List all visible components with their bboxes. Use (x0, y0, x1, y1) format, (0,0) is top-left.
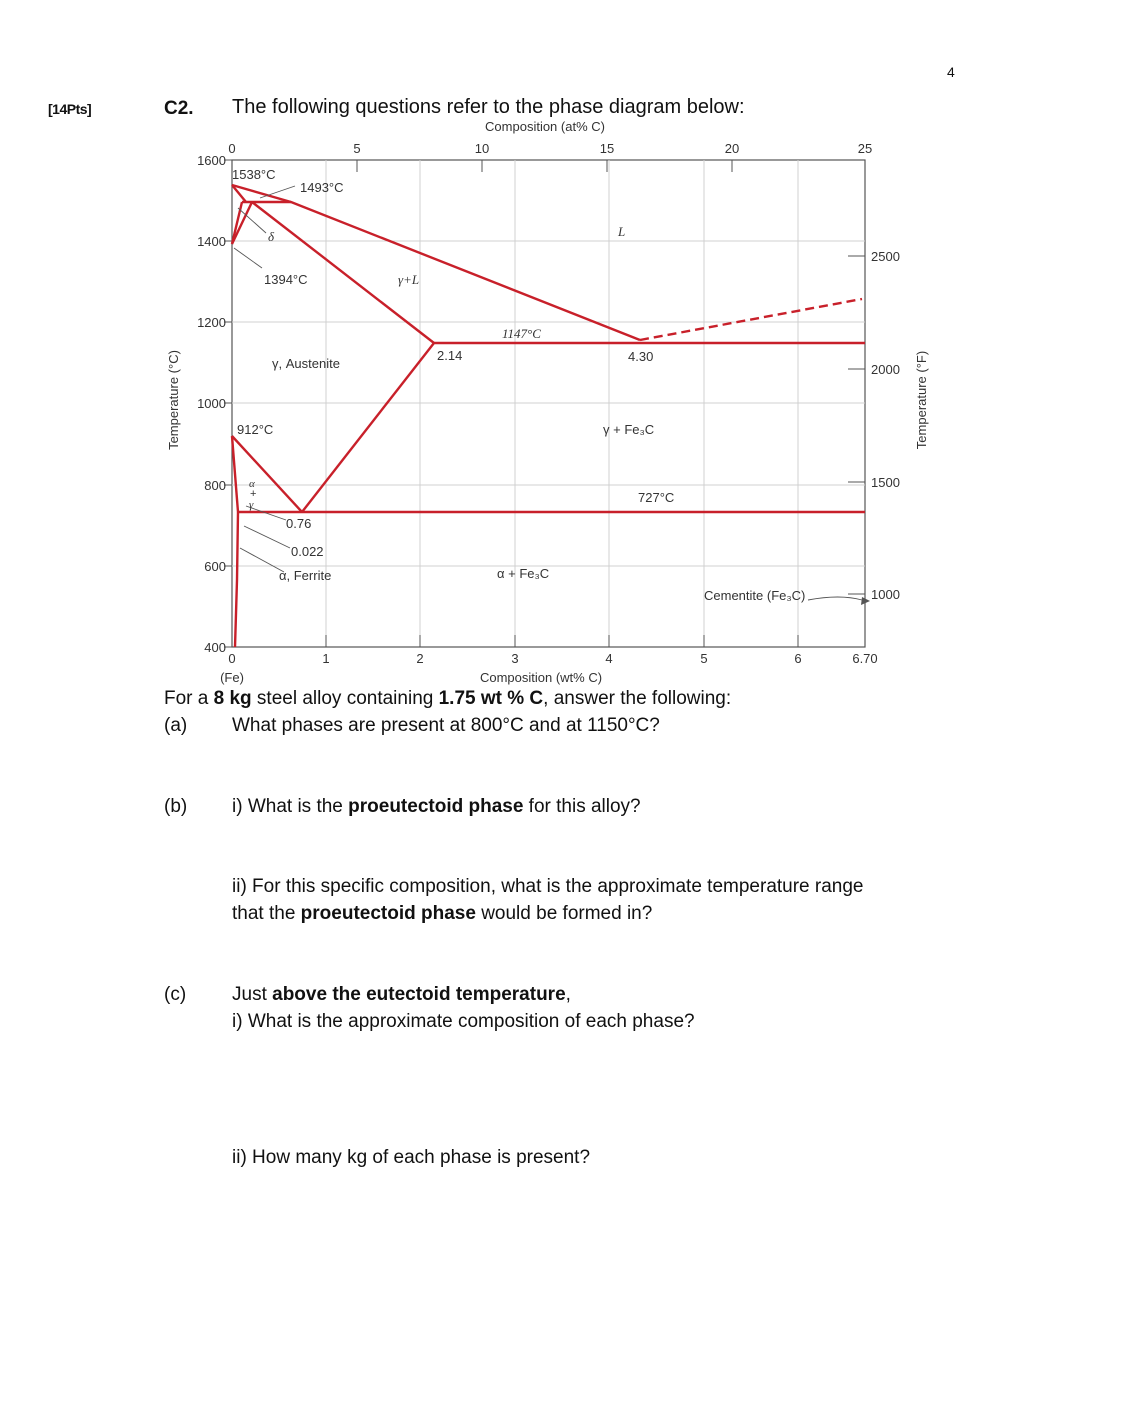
left-tick-label: 1200 (197, 315, 226, 330)
label-plus-small: + (250, 488, 257, 500)
part-c-intro: Just above the eutectoid temperature, (232, 984, 571, 1005)
right-tick-label: 2000 (871, 362, 900, 377)
left-tick-label: 1600 (197, 153, 226, 168)
top-ticks (357, 160, 732, 172)
part-a-label: (a) (164, 715, 188, 736)
bottom-tick-label: 4 (605, 651, 613, 666)
cementite-liquidus (640, 299, 862, 340)
top-axis-title: Composition (at% C) (485, 119, 605, 134)
label-austenite: γ, Austenite (272, 356, 340, 371)
left-tick-label: 1000 (197, 396, 226, 411)
label-4-30: 4.30 (628, 349, 654, 364)
label-delta: δ (268, 229, 275, 244)
label-liquid: L (618, 224, 626, 239)
bottom-axis-title: Composition (wt% C) (479, 670, 603, 685)
label-0-76: 0.76 (286, 516, 312, 531)
part-b-ii-line2: that the proeutectoid phase would be formed in? (232, 903, 653, 924)
top-tick-label: 15 (599, 141, 615, 156)
bottom-tick-label: 0 (228, 651, 236, 666)
part-a-question: What phases are present at 800°C and at 1150°C? (232, 715, 660, 736)
label-1394: 1394°C (264, 272, 308, 287)
bottom-tick-label: 6.70 (852, 651, 878, 666)
alloy-statement: For a 8 kg steel alloy containing 1.75 wt % C, answer the following: (164, 688, 732, 709)
bottom-tick-label: 2 (416, 651, 424, 666)
right-ticks (848, 256, 865, 594)
alpha-gamma-line (232, 436, 238, 512)
left-tick-labels (197, 153, 226, 655)
part-b-i-question: i) What is the proeutectoid phase for this alloy? (232, 796, 641, 817)
bottom-tick-label: 5 (700, 651, 708, 666)
label-gamma-small: γ (249, 499, 254, 511)
label-alpha-small: α (249, 478, 255, 490)
top-tick-label: 20 (724, 141, 740, 156)
label-2-14: 2.14 (437, 348, 463, 363)
part-c-ii-question: ii) How many kg of each phase is present? (232, 1147, 591, 1168)
part-c-i-question: i) What is the approximate composition of each phase? (232, 1011, 695, 1032)
label-727: 727°C (638, 490, 675, 505)
label-0-022: 0.022 (291, 544, 324, 559)
question-intro: The following questions refer to the phase diagram below: (232, 96, 745, 118)
bottom-tick-label: 6 (794, 651, 802, 666)
right-tick-label: 1000 (871, 587, 900, 602)
question-number: C2. (164, 98, 194, 119)
fe-origin-label: (Fe) (220, 670, 244, 685)
label-1147: 1147°C (502, 326, 541, 341)
label-gamma-l: γ+L (398, 272, 420, 287)
bottom-tick-label: 1 (322, 651, 330, 666)
delta-gamma-boundary (232, 202, 252, 244)
delta-boundary (232, 202, 242, 244)
left-tick-label: 800 (204, 478, 226, 493)
label-gamma-fe3c: γ + Fe₃C (603, 422, 655, 437)
label-cementite: Cementite (Fe₃C) (704, 588, 806, 603)
label-912: 912°C (237, 422, 274, 437)
part-b-ii-line1: ii) For this specific composition, what is the approximate temperature range (232, 876, 864, 897)
left-tick-label: 400 (204, 640, 226, 655)
label-1493: 1493°C (300, 180, 344, 195)
top-tick-label: 0 (228, 141, 236, 156)
points-label: [14Pts] (48, 101, 92, 117)
bottom-tick-labels (228, 651, 877, 666)
right-tick-label: 1500 (871, 475, 900, 490)
diagram-labels (232, 167, 805, 603)
label-ferrite: α, Ferrite (279, 568, 332, 583)
right-axis-title: Temperature (°F) (914, 350, 929, 450)
part-c-label: (c) (164, 984, 187, 1005)
top-tick-label: 10 (474, 141, 490, 156)
top-tick-label: 25 (857, 141, 873, 156)
page-number: 4 (947, 64, 955, 80)
bottom-tick-label: 3 (511, 651, 519, 666)
a3-line (232, 436, 302, 512)
label-alpha-fe3c: α + Fe₃C (497, 566, 550, 581)
leader-lines (234, 186, 862, 600)
ferrite-solvus (235, 512, 238, 647)
bottom-ticks (326, 635, 798, 647)
right-tick-labels (871, 249, 900, 602)
top-tick-labels (228, 141, 872, 156)
left-axis-title: Temperature (°C) (166, 350, 181, 450)
right-tick-label: 2500 (871, 249, 900, 264)
left-tick-label: 1400 (197, 234, 226, 249)
phase-diagram (0, 0, 1125, 700)
top-tick-label: 5 (353, 141, 361, 156)
label-1538: 1538°C (232, 167, 276, 182)
part-b-label: (b) (164, 796, 188, 817)
liquidus-line (232, 185, 640, 340)
left-tick-label: 600 (204, 559, 226, 574)
